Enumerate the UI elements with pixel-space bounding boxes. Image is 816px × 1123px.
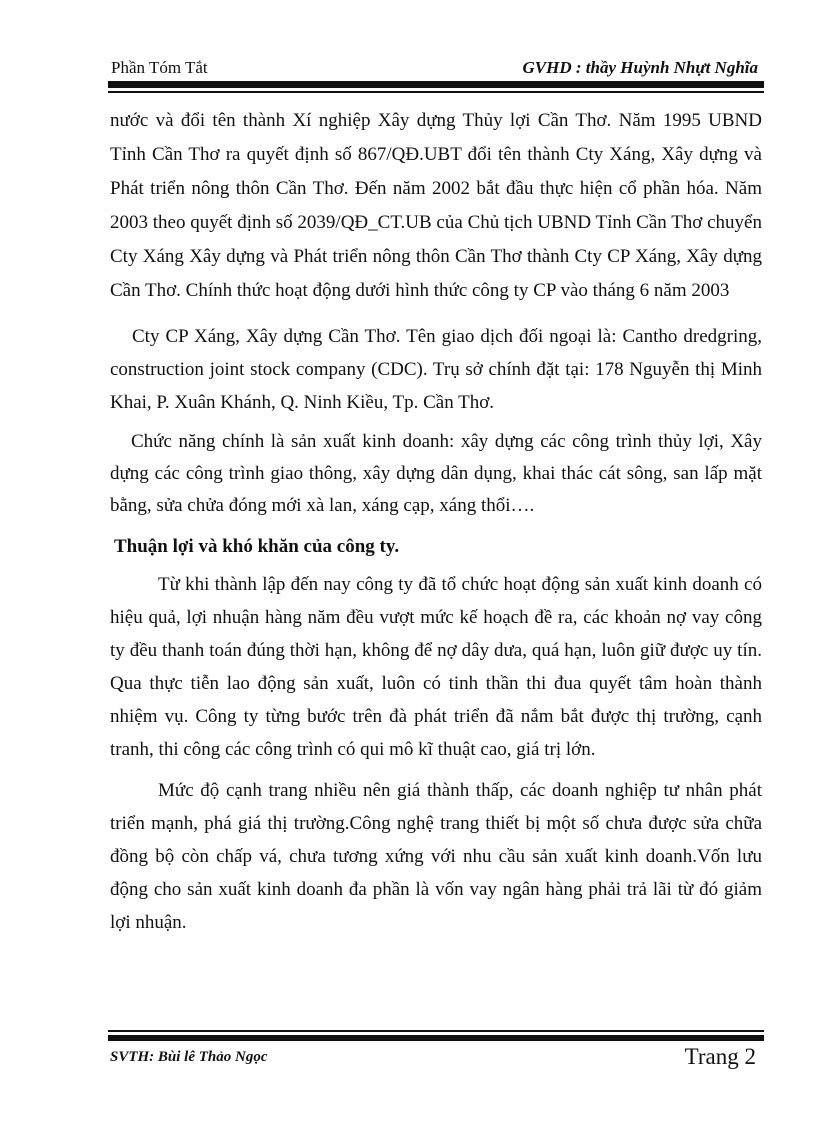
footer-rule-thick [108,1035,764,1041]
footer-student: SVTH: Bùi lê Thảo Ngọc [110,1049,268,1065]
section-heading: Thuận lợi và khó khăn của công ty. [114,536,400,557]
page-number: Trang 2 [684,1044,756,1069]
page-header [108,58,764,80]
paragraph-difficulties: Mức độ cạnh trang nhiều nên giá thành thấp, các doanh nghiệp tư nhân phát triển mạnh, phá giá thị trường.Công nghệ trang thiết bị một số chưa được sửa chữa đồng bộ còn chấp vá, chưa tương xứng với nhu cầu sản xuất kinh doanh.Vốn lưu động cho sản xuất kinh doanh đa phần là vốn vay ngân hàng phải trả lãi từ đó giảm lợi nhuận. [110,780,762,933]
header-rule-thick [108,81,764,88]
paragraph-advantages: Từ khi thành lập đến nay công ty đã tổ chức hoạt động sản xuất kinh doanh có hiệu quả, lợi nhuận hàng năm đều vượt mức kế hoạch đề ra, các khoản nợ vay công ty đều thanh toán đúng thời hạn, không để nợ dây dưa, quá hạn, luôn giữ được uy tín. Qua thực tiễn lao động sản xuất, luôn có tinh thần thi đua quyết tâm hoàn thành nhiệm vụ. Công ty từng bước trên đà phát triển đã nắm bắt được thị trường, cạnh tranh, thi công các công trình có qui mô kĩ thuật cao, giá trị lớn. [110,574,762,760]
page-body [110,104,762,939]
paragraph-company-info: Cty CP Xáng, Xây dựng Cần Thơ. Tên giao dịch đối ngoại là: Cantho dredgring, construction joint stock company (CDC). Trụ sở chính đặt tại: 178 Nguyễn thị Minh Khai, P. Xuân Khánh, Q. Ninh Kiều, Tp. Cần Thơ. [110,326,762,413]
page-footer [108,1046,764,1072]
header-supervisor: GVHD : thầy Huỳnh Nhựt Nghĩa [522,58,758,77]
header-rule-thin [108,91,764,93]
paragraph-history: nước và đổi tên thành Xí nghiệp Xây dựng Thủy lợi Cần Thơ. Năm 1995 UBND Tỉnh Cần Thơ ra quyết định số 867/QĐ.UBT đổi tên thành Cty Xáng, Xây dựng và Phát triển nông thôn Cần Thơ. Đến năm 2002 bắt đầu thực hiện cổ phần hóa. Năm 2003 theo quyết định số 2039/QĐ_CT.UB của Chủ tịch UBND Tỉnh Cần Thơ chuyển Cty Xáng Xây dựng và Phát triển nông thôn Cần Thơ thành Cty CP Xáng, Xây dựng Cần Thơ. Chính thức hoạt động dưới hình thức công ty CP vào tháng 6 năm 2003 [110,110,762,301]
header-section-title: Phần Tóm Tắt [111,58,208,77]
paragraph-functions: Chức năng chính là sản xuất kinh doanh: xây dựng các công trình thủy lợi, Xây dựng các công trình giao thông, xây dựng dân dụng, khai thác cát sông, san lấp mặt bằng, sửa chửa đóng mới xà lan, xáng cạp, xáng thổi…. [110,431,762,516]
footer-rule-thin [108,1030,764,1032]
